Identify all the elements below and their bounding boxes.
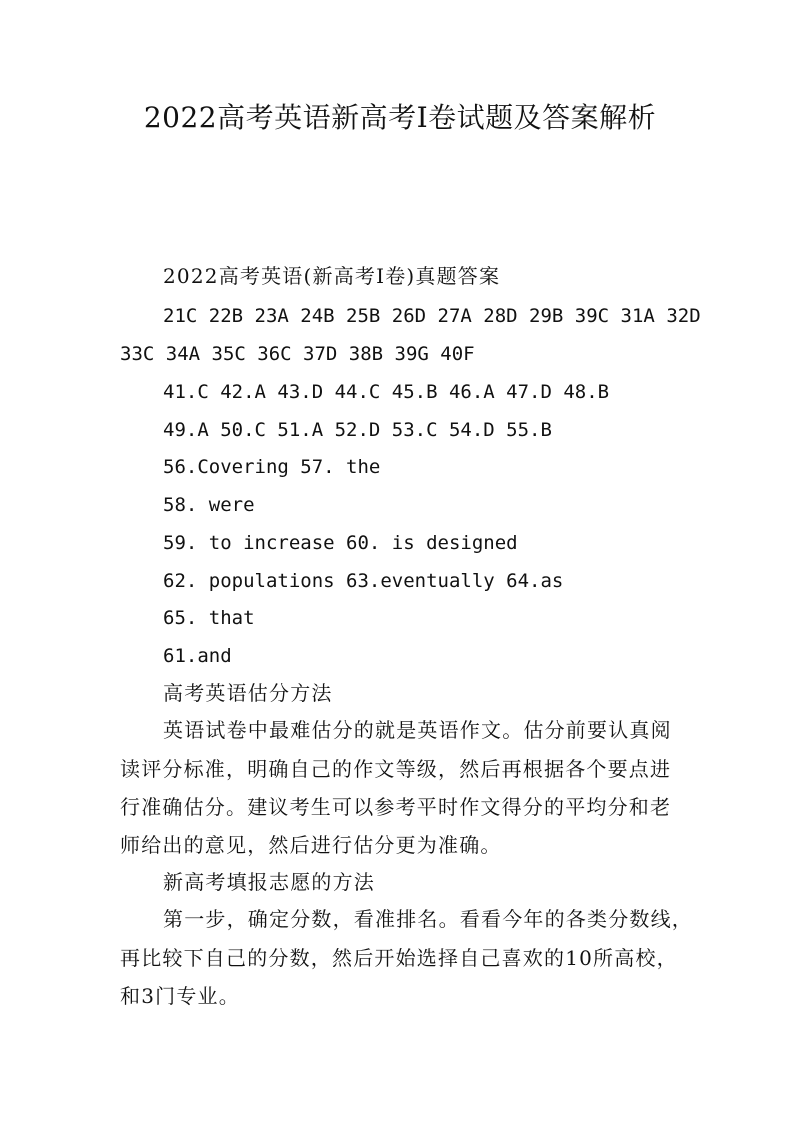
- paragraph-line: 行准确估分。建议考生可以参考平时作文得分的平均分和老: [120, 795, 672, 819]
- document-title: 2022高考英语新高考Ⅰ卷试题及答案解析: [143, 101, 657, 134]
- answer-line-65: 65. that: [163, 607, 255, 629]
- answer-line-58: 58. were: [163, 494, 255, 516]
- section-heading-application: 新高考填报志愿的方法: [163, 870, 375, 894]
- answer-line-33-40: 33C 34A 35C 36C 37D 38B 39G 40F: [120, 343, 475, 365]
- paragraph-line: 读评分标准，明确自己的作文等级，然后再根据各个要点进: [120, 757, 672, 781]
- paragraph-line: 第一步，确定分数，看准排名。看看今年的各类分数线，: [163, 907, 693, 931]
- answer-line-21-32: 21C 22B 23A 24B 25B 26D 27A 28D 29B 39C 31A 32D: [163, 305, 701, 327]
- paragraph-line: 英语试卷中最难估分的就是英语作文。估分前要认真阅: [163, 718, 672, 742]
- answer-heading: 2022高考英语(新高考Ⅰ卷)真题答案: [163, 264, 501, 288]
- paragraph-line: 再比较下自己的分数，然后开始选择自己喜欢的10所高校，: [120, 946, 678, 970]
- paragraph-line: 师给出的意见，然后进行估分更为准确。: [120, 833, 502, 857]
- answer-line-61: 61.and: [163, 645, 232, 667]
- answer-line-49-55: 49.A 50.C 51.A 52.D 53.C 54.D 55.B: [163, 419, 552, 441]
- section-heading-estimate: 高考英语估分方法: [163, 681, 333, 705]
- paragraph-line: 和3门专业。: [120, 984, 240, 1008]
- answer-line-56-57: 56.Covering 57. the: [163, 456, 381, 478]
- answer-line-59-60: 59. to increase 60. is designed: [163, 532, 518, 554]
- answer-line-41-48: 41.C 42.A 43.D 44.C 45.B 46.A 47.D 48.B: [163, 381, 610, 403]
- answer-line-62-64: 62. populations 63.eventually 64.as: [163, 570, 564, 592]
